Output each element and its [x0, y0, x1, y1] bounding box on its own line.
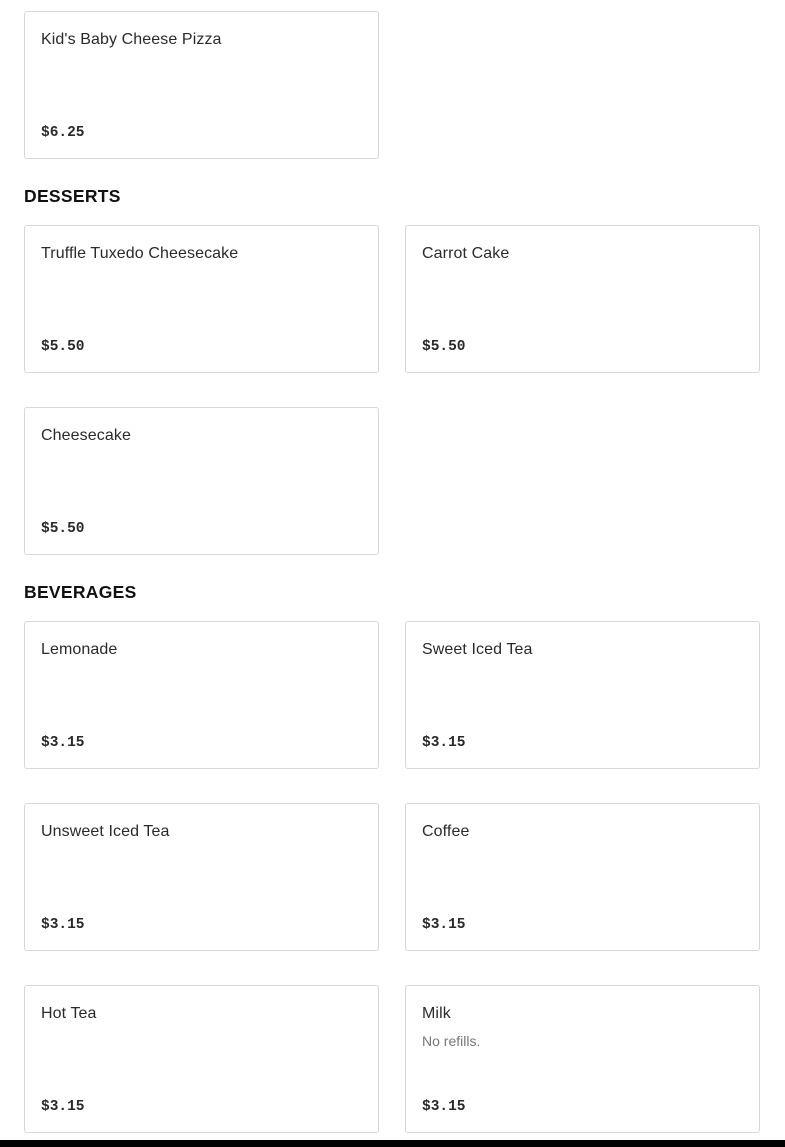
menu-item-name: Unsweet Iced Tea [41, 823, 170, 840]
menu-item-name: Milk [422, 1005, 451, 1022]
menu-item-price: $3.15 [41, 1099, 85, 1115]
menu-item-name: Truffle Tuxedo Cheesecake [41, 245, 239, 262]
section-title-desserts: DESSERTS [24, 186, 121, 206]
bottom-bar [0, 1140, 785, 1147]
menu-item-price: $6.25 [41, 125, 85, 141]
menu-item-price: $5.50 [422, 339, 466, 355]
menu-item-card[interactable] [24, 225, 379, 373]
menu-item-name: Kid's Baby Cheese Pizza [41, 31, 222, 48]
menu-item-price: $5.50 [41, 521, 85, 537]
menu-item-card[interactable] [405, 621, 760, 769]
menu-item-price: $3.15 [422, 917, 466, 933]
section-title-beverages: BEVERAGES [24, 582, 137, 602]
menu-item-name: Sweet Iced Tea [422, 641, 533, 658]
menu-item-price: $5.50 [41, 339, 85, 355]
menu-item-price: $3.15 [41, 735, 85, 751]
menu-item-name: Carrot Cake [422, 245, 510, 262]
menu-item-description: No refills. [422, 1033, 481, 1049]
menu-item-card[interactable] [24, 621, 379, 769]
menu-item-name: Coffee [422, 823, 470, 840]
menu-item-card[interactable] [24, 407, 379, 555]
menu-item-price: $3.15 [422, 735, 466, 751]
menu-item-price: $3.15 [41, 917, 85, 933]
menu-item-price: $3.15 [422, 1099, 466, 1115]
menu-item-card[interactable] [405, 985, 760, 1133]
menu-item-name: Lemonade [41, 641, 118, 658]
menu-item-name: Hot Tea [41, 1005, 97, 1022]
menu-item-card[interactable] [405, 225, 760, 373]
menu-item-name: Cheesecake [41, 427, 131, 444]
menu-item-card[interactable] [405, 803, 760, 951]
menu-item-card[interactable] [24, 11, 379, 159]
menu-item-card[interactable] [24, 803, 379, 951]
menu-item-card[interactable] [24, 985, 379, 1133]
